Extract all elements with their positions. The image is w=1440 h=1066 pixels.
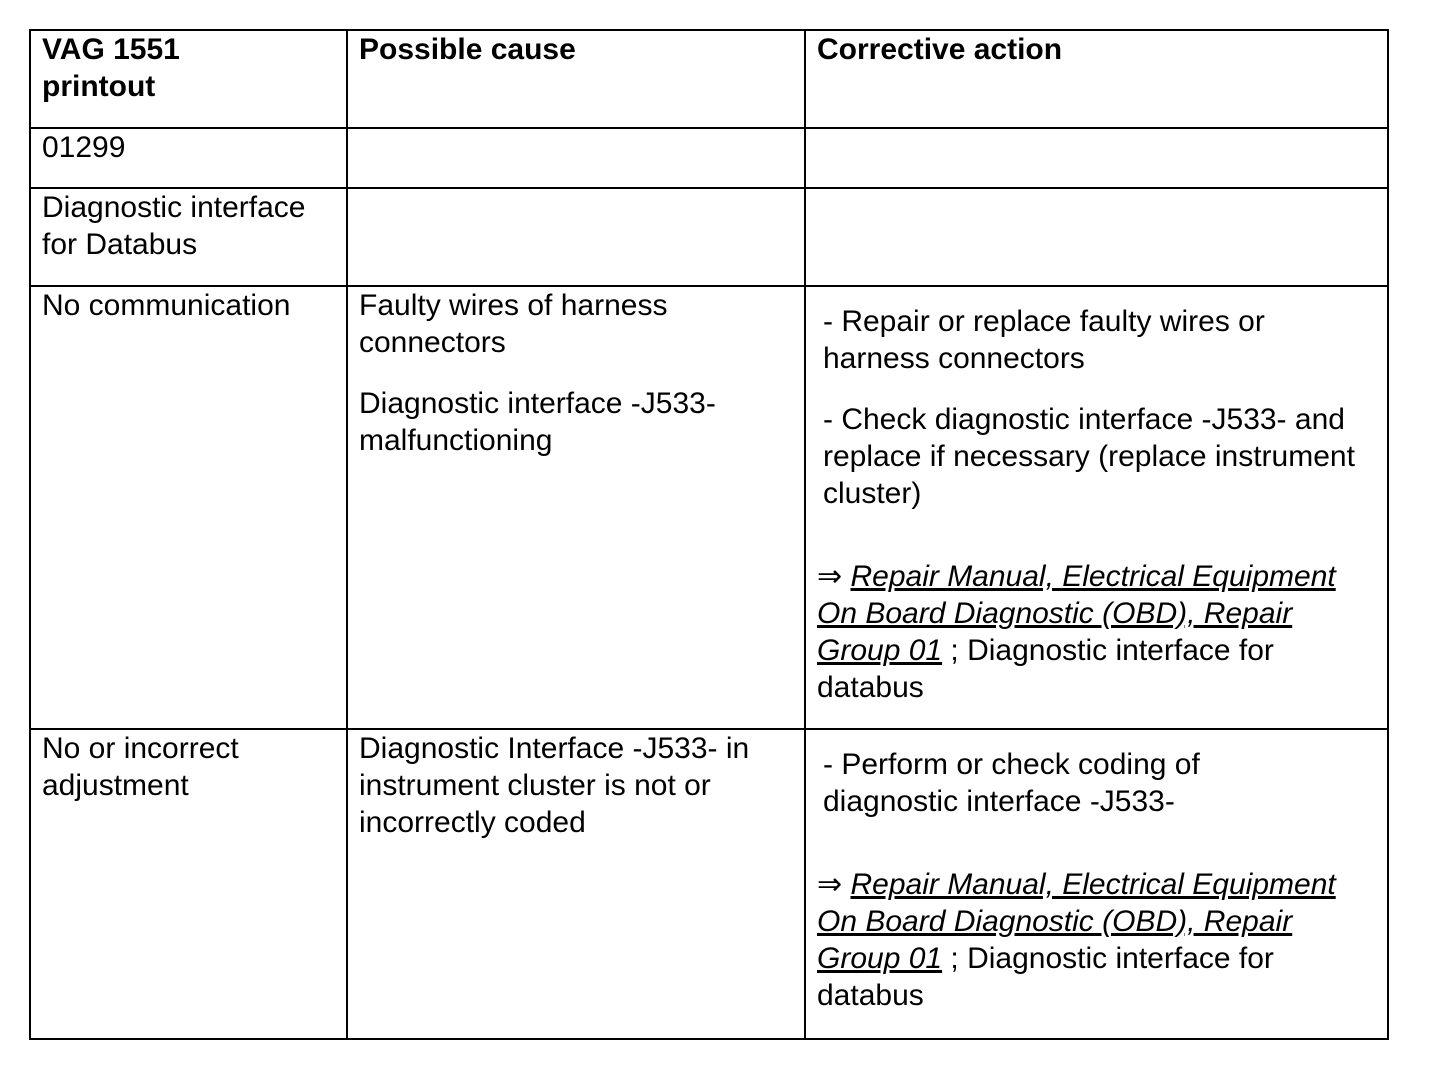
repair-manual-link[interactable]: Repair Manual, Electrical Equipment On Board Diagnostic (OBD), Repair Group 01: [817, 560, 1336, 667]
empty-cell: [347, 188, 805, 286]
table-row: [30, 188, 1388, 286]
repair-manual-reference: [817, 558, 1377, 706]
action-text: - Check diagnostic interface -J533- and replace if necessary (replace instrument cluster): [823, 403, 1355, 510]
diagnostic-table: [29, 29, 1389, 1040]
empty-cell: [347, 128, 805, 188]
header-corrective-action: Corrective action: [805, 30, 1388, 128]
header-possible-cause: Possible cause: [347, 30, 805, 128]
possible-cause-cell: Diagnostic Interface -J533- in instrument cluster is not or incorrectly coded: [347, 729, 805, 1039]
action-text: - Perform or check coding of diagnostic interface -J533-: [823, 748, 1200, 818]
repair-manual-link[interactable]: Repair Manual, Electrical Equipment On Board Diagnostic (OBD), Repair Group 01: [817, 868, 1336, 975]
interface-label-cell: Diagnostic interface for Databus: [30, 188, 347, 286]
table-row: [30, 729, 1388, 1039]
header-printout: VAG 1551 printout: [30, 30, 347, 128]
corrective-action-cell: [805, 729, 1388, 1039]
cause-text: Diagnostic interface -J533- malfunctioning: [359, 387, 716, 457]
corrective-action-cell: [805, 286, 1388, 729]
repair-manual-reference: [817, 866, 1377, 1014]
table-row: [30, 286, 1388, 729]
empty-cell: [805, 128, 1388, 188]
fault-code-cell: 01299: [30, 128, 347, 188]
empty-cell: [805, 188, 1388, 286]
cause-text: Faulty wires of harness connectors: [359, 289, 668, 359]
possible-cause-cell: [347, 286, 805, 729]
printout-cell: No communication: [30, 286, 347, 729]
arrow-right-icon: ⇒: [817, 560, 843, 593]
reference-suffix: ; Diagnostic interface for databus: [817, 634, 1274, 704]
action-text: - Repair or replace faulty wires or harness connectors: [823, 305, 1265, 375]
printout-cell: No or incorrect adjustment: [30, 729, 347, 1039]
table-row: [30, 128, 1388, 188]
table-header-row: [30, 30, 1388, 128]
arrow-right-icon: ⇒: [817, 868, 843, 901]
reference-suffix: ; Diagnostic interface for databus: [817, 942, 1274, 1012]
